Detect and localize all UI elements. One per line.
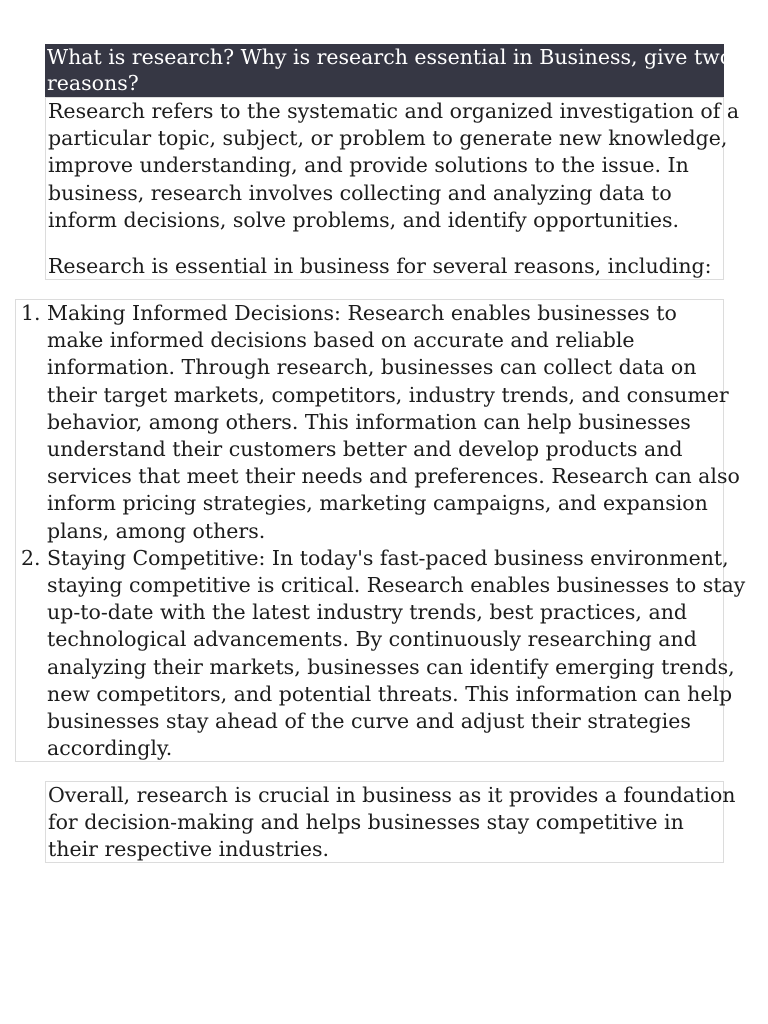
list-item <box>16 300 740 545</box>
question-line: reasons? <box>47 71 139 95</box>
text-line: behavior, among others. This information can help businesses <box>47 409 691 434</box>
list-number: 2. <box>21 545 41 570</box>
list-item <box>16 545 746 763</box>
text-line: staying competitive is critical. Research enables businesses to stay <box>47 573 746 598</box>
reasons-list <box>16 300 746 762</box>
text-line: inform pricing strategies, marketing campaigns, and expansion <box>47 491 708 516</box>
text-line: technological advancements. By continuously researching and <box>47 627 697 652</box>
text-line: services that meet their needs and preferences. Research can also <box>47 464 740 489</box>
answer-intro-paragraph: Research is essential in business for several reasons, including: <box>48 254 712 279</box>
list-number: 1. <box>21 301 41 325</box>
question-line: What is research? Why is research essential in Business, give two <box>47 45 733 69</box>
text-line: new competitors, and potential threats. This information can help <box>47 681 733 706</box>
text-line: plans, among others. <box>47 518 266 543</box>
text-line: information. Through research, businesses can collect data on <box>47 355 697 380</box>
conclusion-section <box>45 781 736 863</box>
text-line: business, research involves collecting and analyzing data to <box>48 180 672 205</box>
list-item-body <box>47 300 740 545</box>
text-line: Staying Competitive: In today's fast-paced business environment, <box>47 545 729 570</box>
answer-section <box>45 97 740 280</box>
answer-definition-paragraph <box>48 98 740 234</box>
text-line: up-to-date with the latest industry trends, best practices, and <box>47 600 688 625</box>
text-line: Making Informed Decisions: Research enables businesses to <box>47 301 677 325</box>
text-line: particular topic, subject, or problem to generate new knowledge, <box>48 126 728 151</box>
text-line: analyzing their markets, businesses can identify emerging trends, <box>47 654 735 679</box>
text-line: Overall, research is crucial in business as it provides a foundation <box>48 783 736 807</box>
text-line: Research refers to the systematic and organized investigation of a <box>48 99 740 123</box>
text-line: inform decisions, solve problems, and identify opportunities. <box>48 207 680 232</box>
text-line: improve understanding, and provide solutions to the issue. In <box>48 153 689 178</box>
text-line: their respective industries. <box>48 837 330 862</box>
text-line: for decision-making and helps businesses stay competitive in <box>48 810 684 835</box>
question-header <box>45 44 733 97</box>
text-line: make informed decisions based on accurate and reliable <box>47 328 635 353</box>
text-line: accordingly. <box>47 736 173 761</box>
text-line: businesses stay ahead of the curve and adjust their strategies <box>47 709 691 734</box>
list-item-body <box>47 545 746 763</box>
conclusion-paragraph <box>48 782 736 864</box>
text-line: understand their customers better and develop products and <box>47 437 683 462</box>
text-line: their target markets, competitors, industry trends, and consumer <box>47 382 729 407</box>
reasons-list-section <box>15 299 746 762</box>
